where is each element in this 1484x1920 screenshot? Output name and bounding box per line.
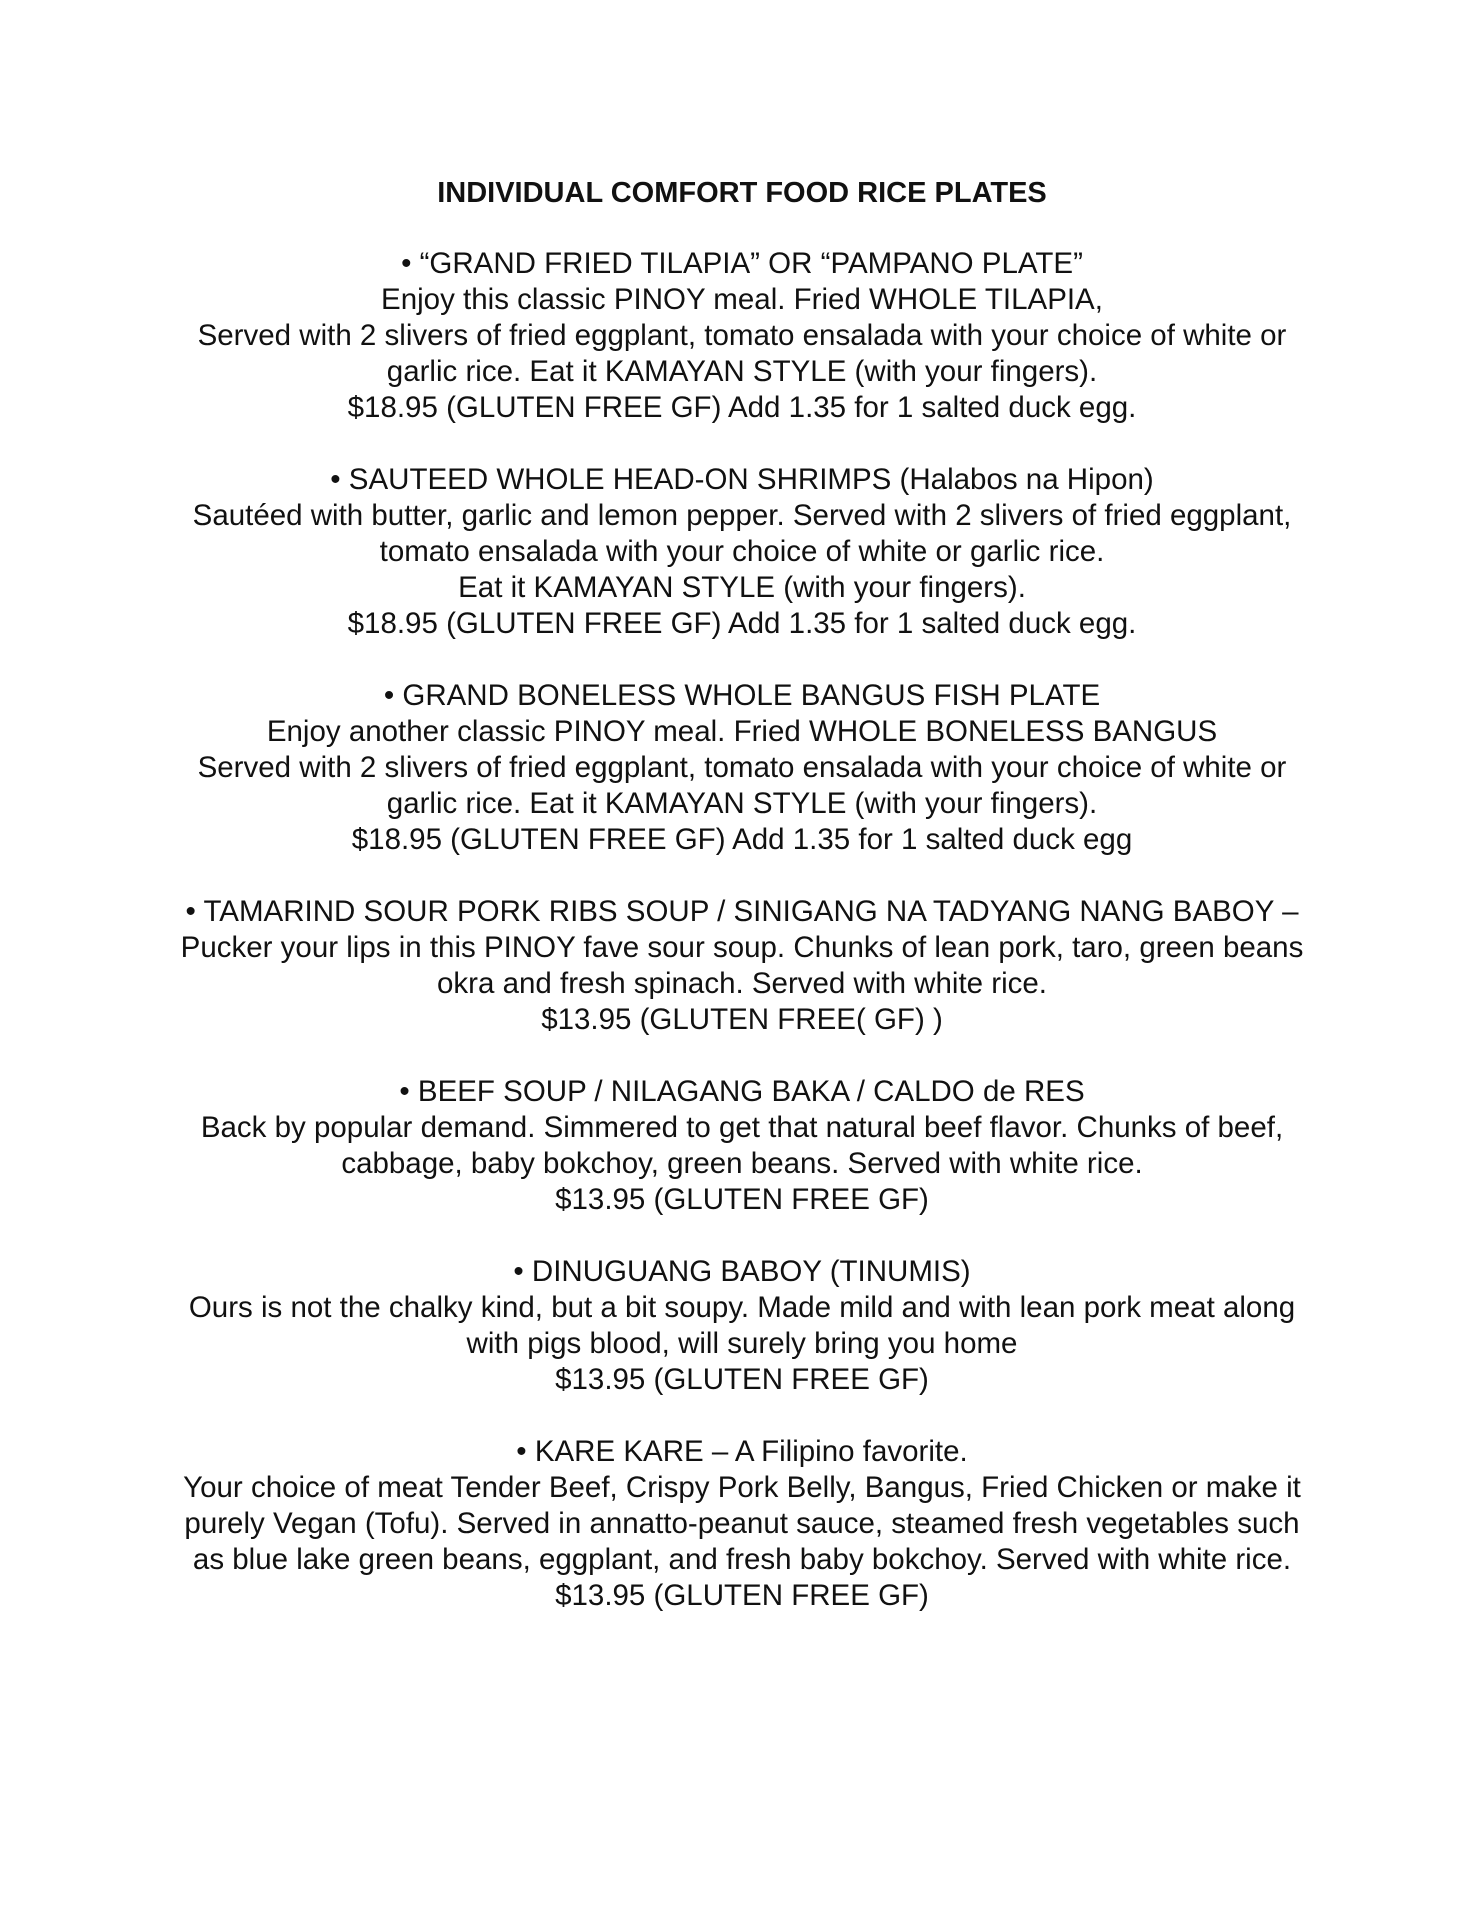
menu-item-kare-kare [150, 1434, 1334, 1614]
menu-list [150, 246, 1334, 1650]
menu-item-title: • “GRAND FRIED TILAPIA” OR “PAMPANO PLATE” [401, 247, 1083, 280]
menu-item-price: $13.95 (GLUTEN FREE GF) [555, 1579, 929, 1612]
menu-item-price: $18.95 (GLUTEN FREE GF) Add 1.35 for 1 salted duck egg. [347, 391, 1137, 424]
menu-item-description: garlic rice. Eat it KAMAYAN STYLE (with your fingers). [386, 787, 1098, 820]
menu-item-text [150, 1434, 1334, 1614]
menu-item-description: Pucker your lips in this PINOY fave sour soup. Chunks of lean pork, taro, green beans [180, 931, 1304, 964]
menu-item-text [150, 246, 1334, 426]
menu-item-price: $18.95 (GLUTEN FREE GF) Add 1.35 for 1 salted duck egg. [347, 607, 1137, 640]
menu-item-grand-fried-tilapia [150, 246, 1334, 426]
menu-item-title: • DINUGUANG BABOY (TINUMIS) [513, 1255, 971, 1288]
menu-item-description: tomato ensalada with your choice of white or garlic rice. [379, 535, 1105, 568]
menu-item-title: • GRAND BONELESS WHOLE BANGUS FISH PLATE [383, 679, 1101, 712]
menu-item-description: okra and fresh spinach. Served with white rice. [437, 967, 1047, 1000]
menu-item-sinigang [150, 894, 1334, 1038]
menu-item-text [150, 1254, 1334, 1398]
menu-item-description: Eat it KAMAYAN STYLE (with your fingers). [458, 571, 1026, 604]
menu-item-description: cabbage, baby bokchoy, green beans. Served with white rice. [341, 1147, 1143, 1180]
menu-item-description: Back by popular demand. Simmered to get that natural beef flavor. Chunks of beef, [200, 1111, 1284, 1144]
menu-item-description: with pigs blood, will surely bring you home [466, 1327, 1018, 1360]
menu-item-price: $13.95 (GLUTEN FREE GF) [555, 1183, 929, 1216]
menu-item-description: Served with 2 slivers of fried eggplant, tomato ensalada with your choice of white or [197, 319, 1287, 352]
menu-item-description: garlic rice. Eat it KAMAYAN STYLE (with your fingers). [386, 355, 1098, 388]
menu-item-text [150, 678, 1334, 858]
menu-item-price: $13.95 (GLUTEN FREE( GF) ) [541, 1003, 943, 1036]
menu-item-description: Your choice of meat Tender Beef, Crispy Pork Belly, Bangus, Fried Chicken or make it [183, 1471, 1301, 1504]
menu-item-description: purely Vegan (Tofu). Served in annatto-peanut sauce, steamed fresh vegetables such [184, 1507, 1300, 1540]
menu-item-description: Enjoy another classic PINOY meal. Fried WHOLE BONELESS BANGUS [266, 715, 1218, 748]
menu-item-dinuguang-baboy [150, 1254, 1334, 1398]
menu-item-description: Served with 2 slivers of fried eggplant, tomato ensalada with your choice of white or [197, 751, 1287, 784]
menu-item-title: • TAMARIND SOUR PORK RIBS SOUP / SINIGANG NA TADYANG NANG BABOY – [185, 895, 1299, 928]
menu-item-price: $13.95 (GLUTEN FREE GF) [555, 1363, 929, 1396]
menu-item-title: • KARE KARE – A Filipino favorite. [516, 1435, 968, 1468]
menu-item-bangus-fish-plate [150, 678, 1334, 858]
menu-item-description: Sautéed with butter, garlic and lemon pepper. Served with 2 slivers of fried eggplant, [192, 499, 1292, 532]
menu-item-sauteed-shrimps [150, 462, 1334, 642]
page-title: INDIVIDUAL COMFORT FOOD RICE PLATES [437, 177, 1047, 209]
menu-item-description: Enjoy this classic PINOY meal. Fried WHOLE TILAPIA, [381, 283, 1103, 316]
menu-item-text [150, 462, 1334, 642]
menu-item-text [150, 894, 1334, 1038]
menu-item-price: $18.95 (GLUTEN FREE GF) Add 1.35 for 1 salted duck egg [351, 823, 1133, 856]
menu-item-text [150, 1074, 1334, 1218]
menu-item-description: Ours is not the chalky kind, but a bit soupy. Made mild and with lean pork meat along [188, 1291, 1296, 1324]
menu-item-title: • SAUTEED WHOLE HEAD-ON SHRIMPS (Halabos na Hipon) [330, 463, 1154, 496]
menu-item-description: as blue lake green beans, eggplant, and fresh baby bokchoy. Served with white rice. [192, 1543, 1292, 1576]
menu-item-beef-soup [150, 1074, 1334, 1218]
menu-item-title: • BEEF SOUP / NILAGANG BAKA / CALDO de RES [399, 1075, 1085, 1108]
